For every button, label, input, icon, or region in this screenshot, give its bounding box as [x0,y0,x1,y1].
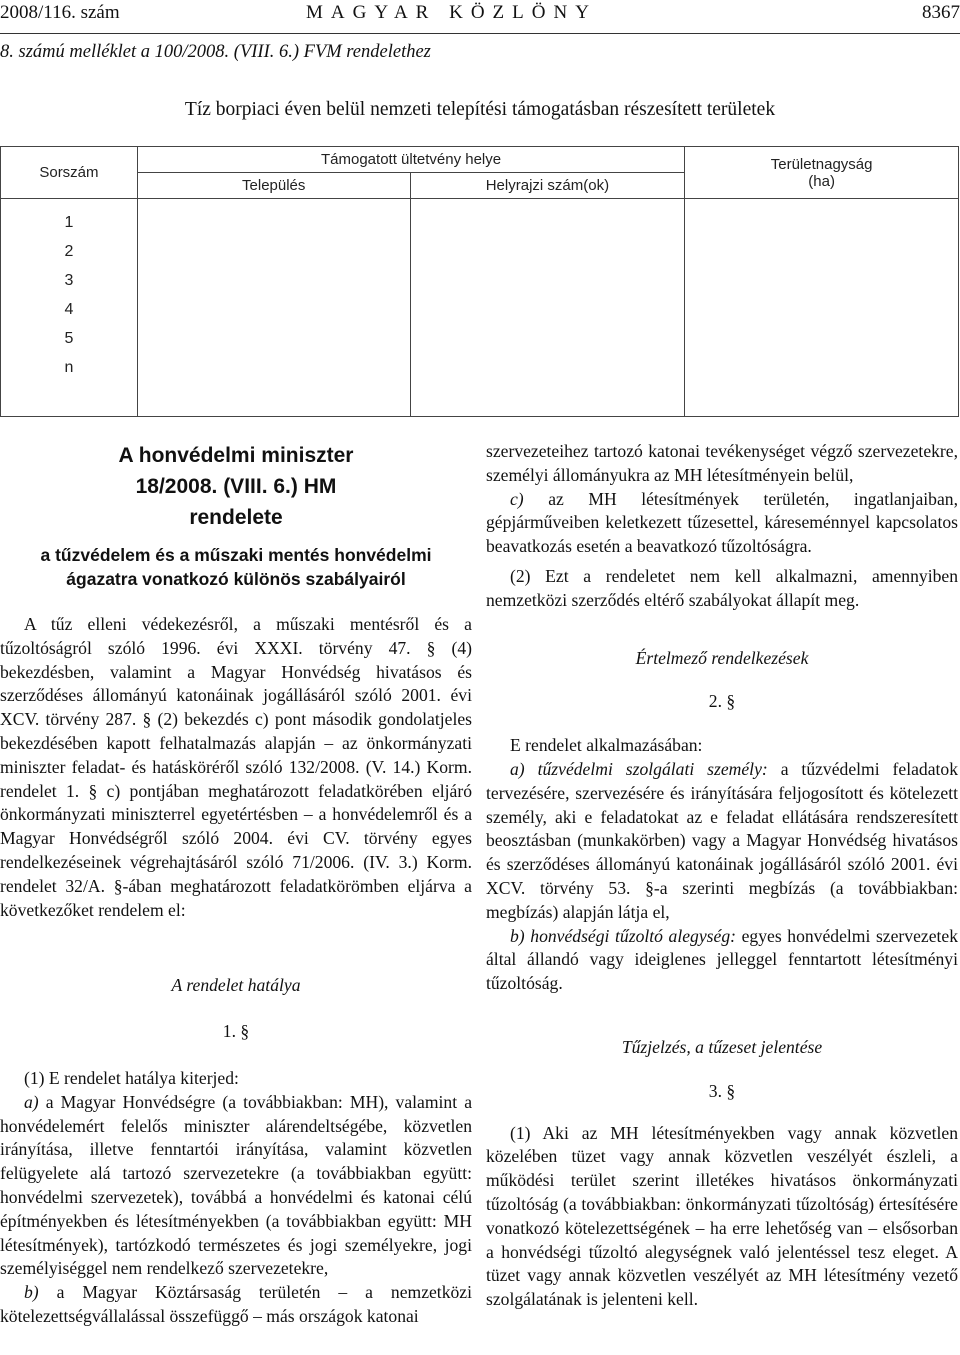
definition-b [486,925,958,996]
page-header-journal: MAGYAR KÖZLÖNY [306,2,597,23]
paragraph-2: (2) Ezt a rendeletet nem kell alkalmazni, amennyiben nemzetközi szerződés eltérő szabályokat állapít meg. [486,565,958,610]
section-2-title: Értelmező rendelkezések [635,647,809,668]
table-cell-terulet [685,199,959,417]
row-number: 1 [64,214,74,231]
header-sorszam: Sorszám [1,147,138,199]
row-number: 3 [64,272,74,289]
table-title: Tíz borpiaci éven belül nemzeti telepítési támogatásban részesített területek [184,99,776,120]
item-b-continued: szervezeteihez tartozó katonai tevékenységet végző szervezetekre, személyi állományukra az MH létesítményein belül, [486,441,958,485]
item-a-text: a Magyar Honvédségre (a továbbiakban: MH), valamint a honvédelemért felelős miniszter alárendeltségébe, közvetlen irányítása, illetve fenntartói irányítása, valamint közvetlen felügyelete alá tartozó szervezetekre (a továbbiakban együtt: honvédelmi szervezetek), továbbá a honvédelmi és katonai célú építményekben és létesítményekben (a továbbiakban együtt: MH létesítmények), tartózkodó természetes és jogi személyekre, jogi személyiséggel nem rendelkező szervezetekre, [0,1091,472,1279]
definition-b-term: honvédségi tűzoltó alegység: [530,925,736,946]
definitions-intro: E rendelet alkalmazásában: [510,735,703,756]
item-b [0,1281,472,1329]
decree-word: rendelete [189,506,283,529]
definition-a-label: a) [510,758,525,779]
decree-issuer: A honvédelmi miniszter [118,444,354,467]
header-teruletnagysag [685,147,959,199]
section-1-title: A rendelet hatálya [171,975,301,996]
item-c-text: az MH létesítmények területén, ingatlanjaiban, gépjárműveiben keletkezett tűzesettel, káreseménnyel kapcsolatos beavatkozás esetén a beavatkozó tűzoltóságra. [486,488,958,557]
header-tamogatott: Támogatott ültetvény helye [137,147,684,173]
definition-b-text: egyes honvédelmi szervezetek által állandó vagy ideiglenes jelleggel fenntartott létesítményi tűzoltóság. [486,925,959,994]
paragraph-3-1: (1) Aki az MH létesítményekben vagy annak közvetlen közelében tüzet vagy annak közvetlen veszélyét észleli, a működési terület szerint illetékes hivatásos önkormányzati tűzoltóság (a továbbiakban: önkormányzati tűzoltóság) értesítésére vonatkozó kötelezettségének – ha erre lehetőség van – elsősorban a honvédségi tűzoltó alegységnek való jelentéssel tesz eleget. A tüzet vagy annak közvetlen veszélyét az MH létesítmény vezető szolgálatának is jelenteni kell. [486,1122,958,1310]
page-header-issue: 2008/116. szám [0,2,120,23]
header-teruletnagysag-line2: (ha) [808,172,835,190]
row-number: n [64,359,74,376]
header-helyrajzi: Helyrajzi szám(ok) [410,173,685,199]
definition-a-term: tűzvédelmi szolgálati személy: [537,758,768,779]
row-number: 4 [64,301,74,318]
right-column [486,440,958,1312]
section-3-title: Tűzjelzés, a tűzeset jelentése [621,1036,823,1057]
definition-a [486,758,958,925]
table-row-numbers [1,199,138,417]
decree-number: 18/2008. (VIII. 6.) HM [135,475,337,498]
item-a-label: a) [24,1091,39,1112]
item-b-label: b) [24,1282,39,1303]
section-2-number: 2. § [708,691,736,712]
table-cell-telepules [137,199,410,417]
row-number: 5 [64,330,74,347]
item-c-label: c) [510,488,524,509]
header-teruletnagysag-line1: Területnagyság [770,155,873,173]
header-rule [0,33,960,34]
paragraph-1: (1) E rendelet hatálya kiterjed: [24,1067,239,1088]
preamble: A tűz elleni védekezésről, a műszaki mentésről és a tűzoltóságról szóló 1996. évi XXXI. törvény 47. § (4) bekezdésben, valamint a Magyar Honvédség hivatásos és szerződéses állományú katonáinak jogállásáról szóló 2001. évi XCV. törvény 287. § (2) bekezdés c) pont második gondolatjeles bekezdésében kapott felhatalmazás alapján – az önkormányzati miniszter feladat- és hatásköréről szóló 132/2008. (V. 14.) Korm. rendelet 1. § c) pontjában meghatározott feladatkörében eljáró önkormányzati miniszterrel egyetértésben – a honvédelemről és a Magyar Honvédségről szóló 2004. évi CV. törvény egyes rendelkezéseinek végrehajtásáról szóló 71/2006. (IV. 3.) Korm. rendelet 32/A. §-ában meghatározott feladatkörömben eljárva a következőket rendelem el: [0,614,472,920]
annex-line: 8. számú melléklet a 100/2008. (VIII. 6.) FVM rendelethez [0,42,431,62]
definition-b-label: b) [510,925,525,946]
definition-a-text: a tűzvédelmi feladatok tervezésére, szervezésére és irányítására feljogosított és kötelezett személy, aki e feladatokat az e feladat ellátására rendszeresített beosztásban (munkakörben) vagy a Magyar Honvédség hivatásos és szerződéses állományú katonáinak jogállásáról szóló 2001. évi XCV. törvény 53. §-a szerinti megbízás (a továbbiakban: megbízás) alapján látja el, [486,758,958,922]
areas-table [0,146,959,417]
row-number: 2 [64,243,74,260]
section-1-number: 1. § [222,1021,250,1042]
section-3-number: 3. § [708,1080,736,1101]
item-b-text: a Magyar Köztársaság területén – a nemzetközi kötelezettségvállalással összefüggő – más országok katonai [0,1282,472,1326]
table-cell-helyrajzi [410,199,685,417]
decree-subtitle-2: ágazatra vonatkozó különös szabályairól [66,569,406,589]
header-telepules: Település [137,173,410,199]
left-column [0,440,472,1329]
page-number: 8367 [922,2,960,23]
item-c [486,488,958,559]
item-a [0,1091,472,1281]
decree-subtitle-1: a tűzvédelem és a műszaki mentés honvédelmi [40,545,432,565]
